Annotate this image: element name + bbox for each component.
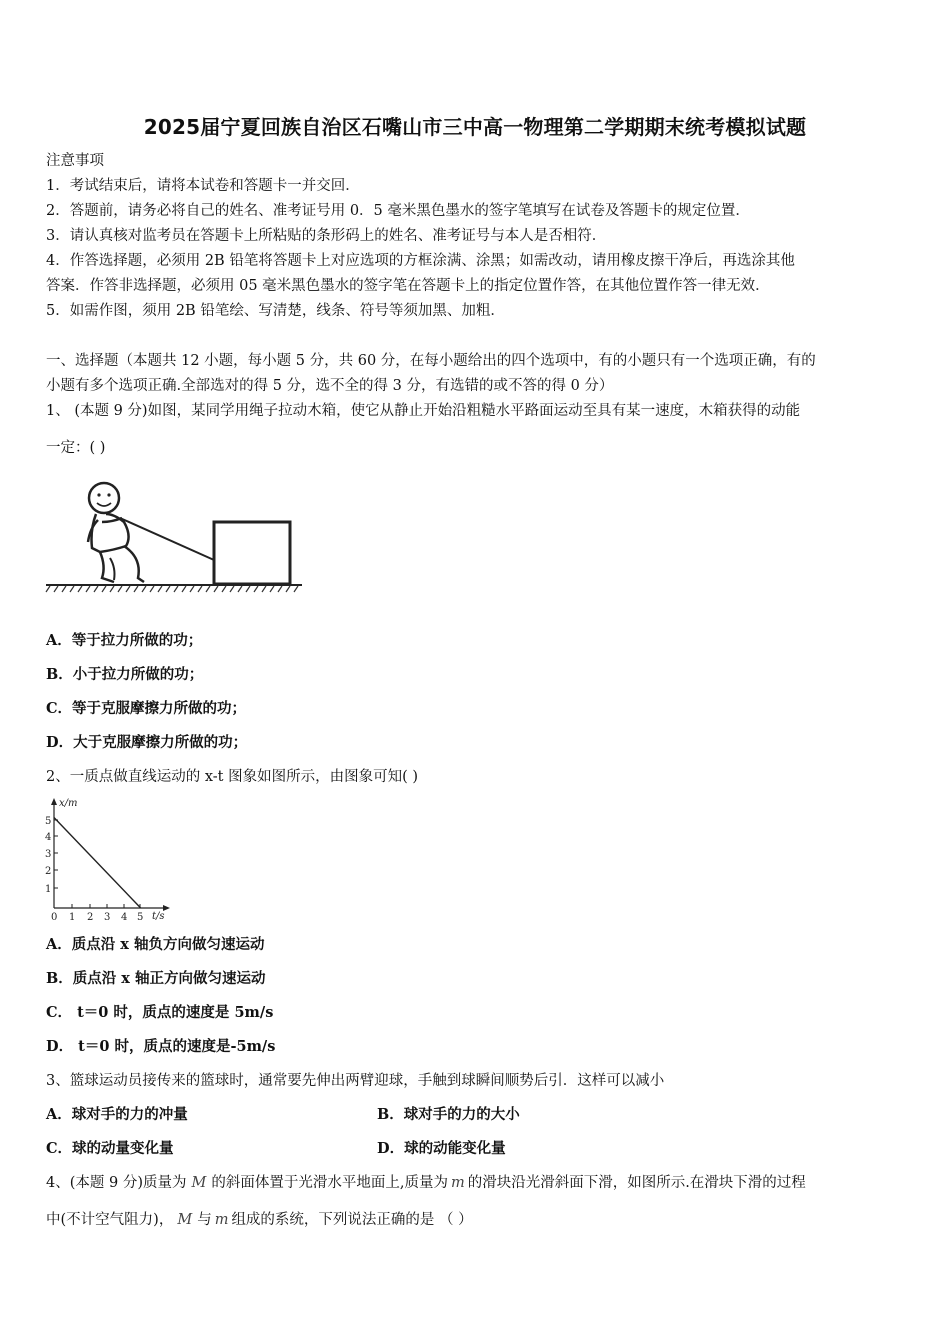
- q1-option-d: D．大于克服摩擦力所做的功；: [46, 734, 248, 751]
- x-tick: 3: [104, 912, 111, 923]
- y-tick: 2: [45, 866, 52, 877]
- graph-xlabel: t/s: [152, 911, 165, 922]
- notice-item: 5．如需作图，须用 2B 铅笔绘、写清楚，线条、符号等须加黑、加粗．: [46, 303, 505, 319]
- x-tick: 5: [137, 912, 144, 923]
- graph-ylabel: x/m: [59, 798, 78, 809]
- q4-symbol-M: M: [177, 1212, 193, 1228]
- notice-item: 3．请认真核对监考员在答题卡上所粘贴的条形码上的姓名、准考证号与本人是否相符．: [46, 228, 607, 244]
- q3-option-d: D．球的动能变化量: [377, 1140, 506, 1157]
- q4-stem: [46, 1174, 806, 1192]
- q2-option-b: B．质点沿 x 轴正方向做匀速运动: [46, 970, 266, 987]
- q2-option-c: C． t＝0 时，质点的速度是 5m/s: [46, 1004, 274, 1021]
- notice-item: 答案．作答非选择题，必须用 05 毫米黑色墨水的签字笔在答题卡上的指定位置作答，在其他位置作答一律无效．: [46, 278, 770, 294]
- q4-symbol-M: M: [191, 1175, 207, 1191]
- notice-heading: 注意事项: [46, 153, 104, 169]
- q3-option-b: B．球对手的力的大小: [377, 1106, 520, 1123]
- q2-option-d: D． t＝0 时，质点的速度是-5m/s: [46, 1038, 276, 1055]
- q4-text: 的斜面体置于光滑水平地面上,质量为: [211, 1175, 448, 1191]
- notice-item: 2．答题前，请务必将自己的姓名、准考证号用 0．5 毫米黑色墨水的签字笔填写在试卷及答题卡的规定位置．: [46, 203, 750, 219]
- q4-text: 与: [197, 1212, 212, 1228]
- section-heading: 一、选择题（本题共 12 小题，每小题 5 分，共 60 分，在每小题给出的四个选项中，有的小题只有一个选项正确，有的: [46, 353, 816, 369]
- q1-stem: 1、 (本题 9 分)如图，某同学用绳子拉动木箱，使它从静止开始沿粗糙水平路面运动至具有某一速度，木箱获得的动能: [46, 403, 801, 419]
- q1-option-a: A．等于拉力所做的功；: [46, 632, 203, 649]
- notice-item: 4．作答选择题，必须用 2B 铅笔将答题卡上对应选项的方框涂满、涂黑；如需改动，请用橡皮擦干净后，再选涂其他: [46, 253, 795, 269]
- q3-option-a: A．球对手的力的冲量: [46, 1106, 188, 1123]
- q4-text: 中(不计空气阻力)，: [46, 1212, 174, 1228]
- section-heading-cont: 小题有多个选项正确.全部选对的得 5 分，选不全的得 3 分，有选错的或不答的得 0 分）: [46, 378, 614, 394]
- q4-text: 组成的系统，下列说法正确的是 （ ）: [231, 1212, 473, 1228]
- x-tick: 0: [51, 912, 58, 923]
- x-tick: 1: [69, 912, 76, 923]
- q1-option-c: C．等于克服摩擦力所做的功；: [46, 700, 247, 717]
- xt-graph: [40, 796, 176, 926]
- q1-stem-cont: 一定：( ): [46, 440, 106, 456]
- q4-symbol-m: m: [214, 1212, 229, 1228]
- q3-stem: 3、篮球运动员接传来的篮球时，通常要先伸出两臂迎球，手触到球瞬间顺势后引．这样可以减小: [46, 1073, 665, 1089]
- series-line: [54, 817, 141, 908]
- x-tick: 4: [121, 912, 128, 923]
- q2-option-a: A．质点沿 x 轴负方向做匀速运动: [46, 936, 265, 953]
- x-tick: 2: [87, 912, 94, 923]
- q1-option-b: B．小于拉力所做的功；: [46, 666, 204, 683]
- notice-item: 1．考试结束后，请将本试卷和答题卡一并交回．: [46, 178, 360, 194]
- y-tick: 3: [45, 849, 52, 860]
- person-pulling-box-figure: [44, 478, 306, 598]
- q4-text: 4、(本题 9 分)质量为: [46, 1175, 187, 1191]
- q4-stem-cont: [46, 1211, 473, 1229]
- y-tick: 5: [45, 816, 52, 827]
- y-tick: 4: [45, 832, 52, 843]
- q4-symbol-m: m: [450, 1175, 465, 1191]
- q3-option-c: C．球的动量变化量: [46, 1140, 174, 1157]
- q4-text: 的滑块沿光滑斜面下滑，如图所示.在滑块下滑的过程: [467, 1175, 806, 1191]
- y-tick: 1: [45, 884, 52, 895]
- q2-stem: 2、一质点做直线运动的 x-t 图象如图所示，由图象可知( ): [46, 769, 419, 785]
- page-title: 2025届宁夏回族自治区石嘴山市三中高一物理第二学期期末统考模拟试题: [143, 115, 807, 139]
